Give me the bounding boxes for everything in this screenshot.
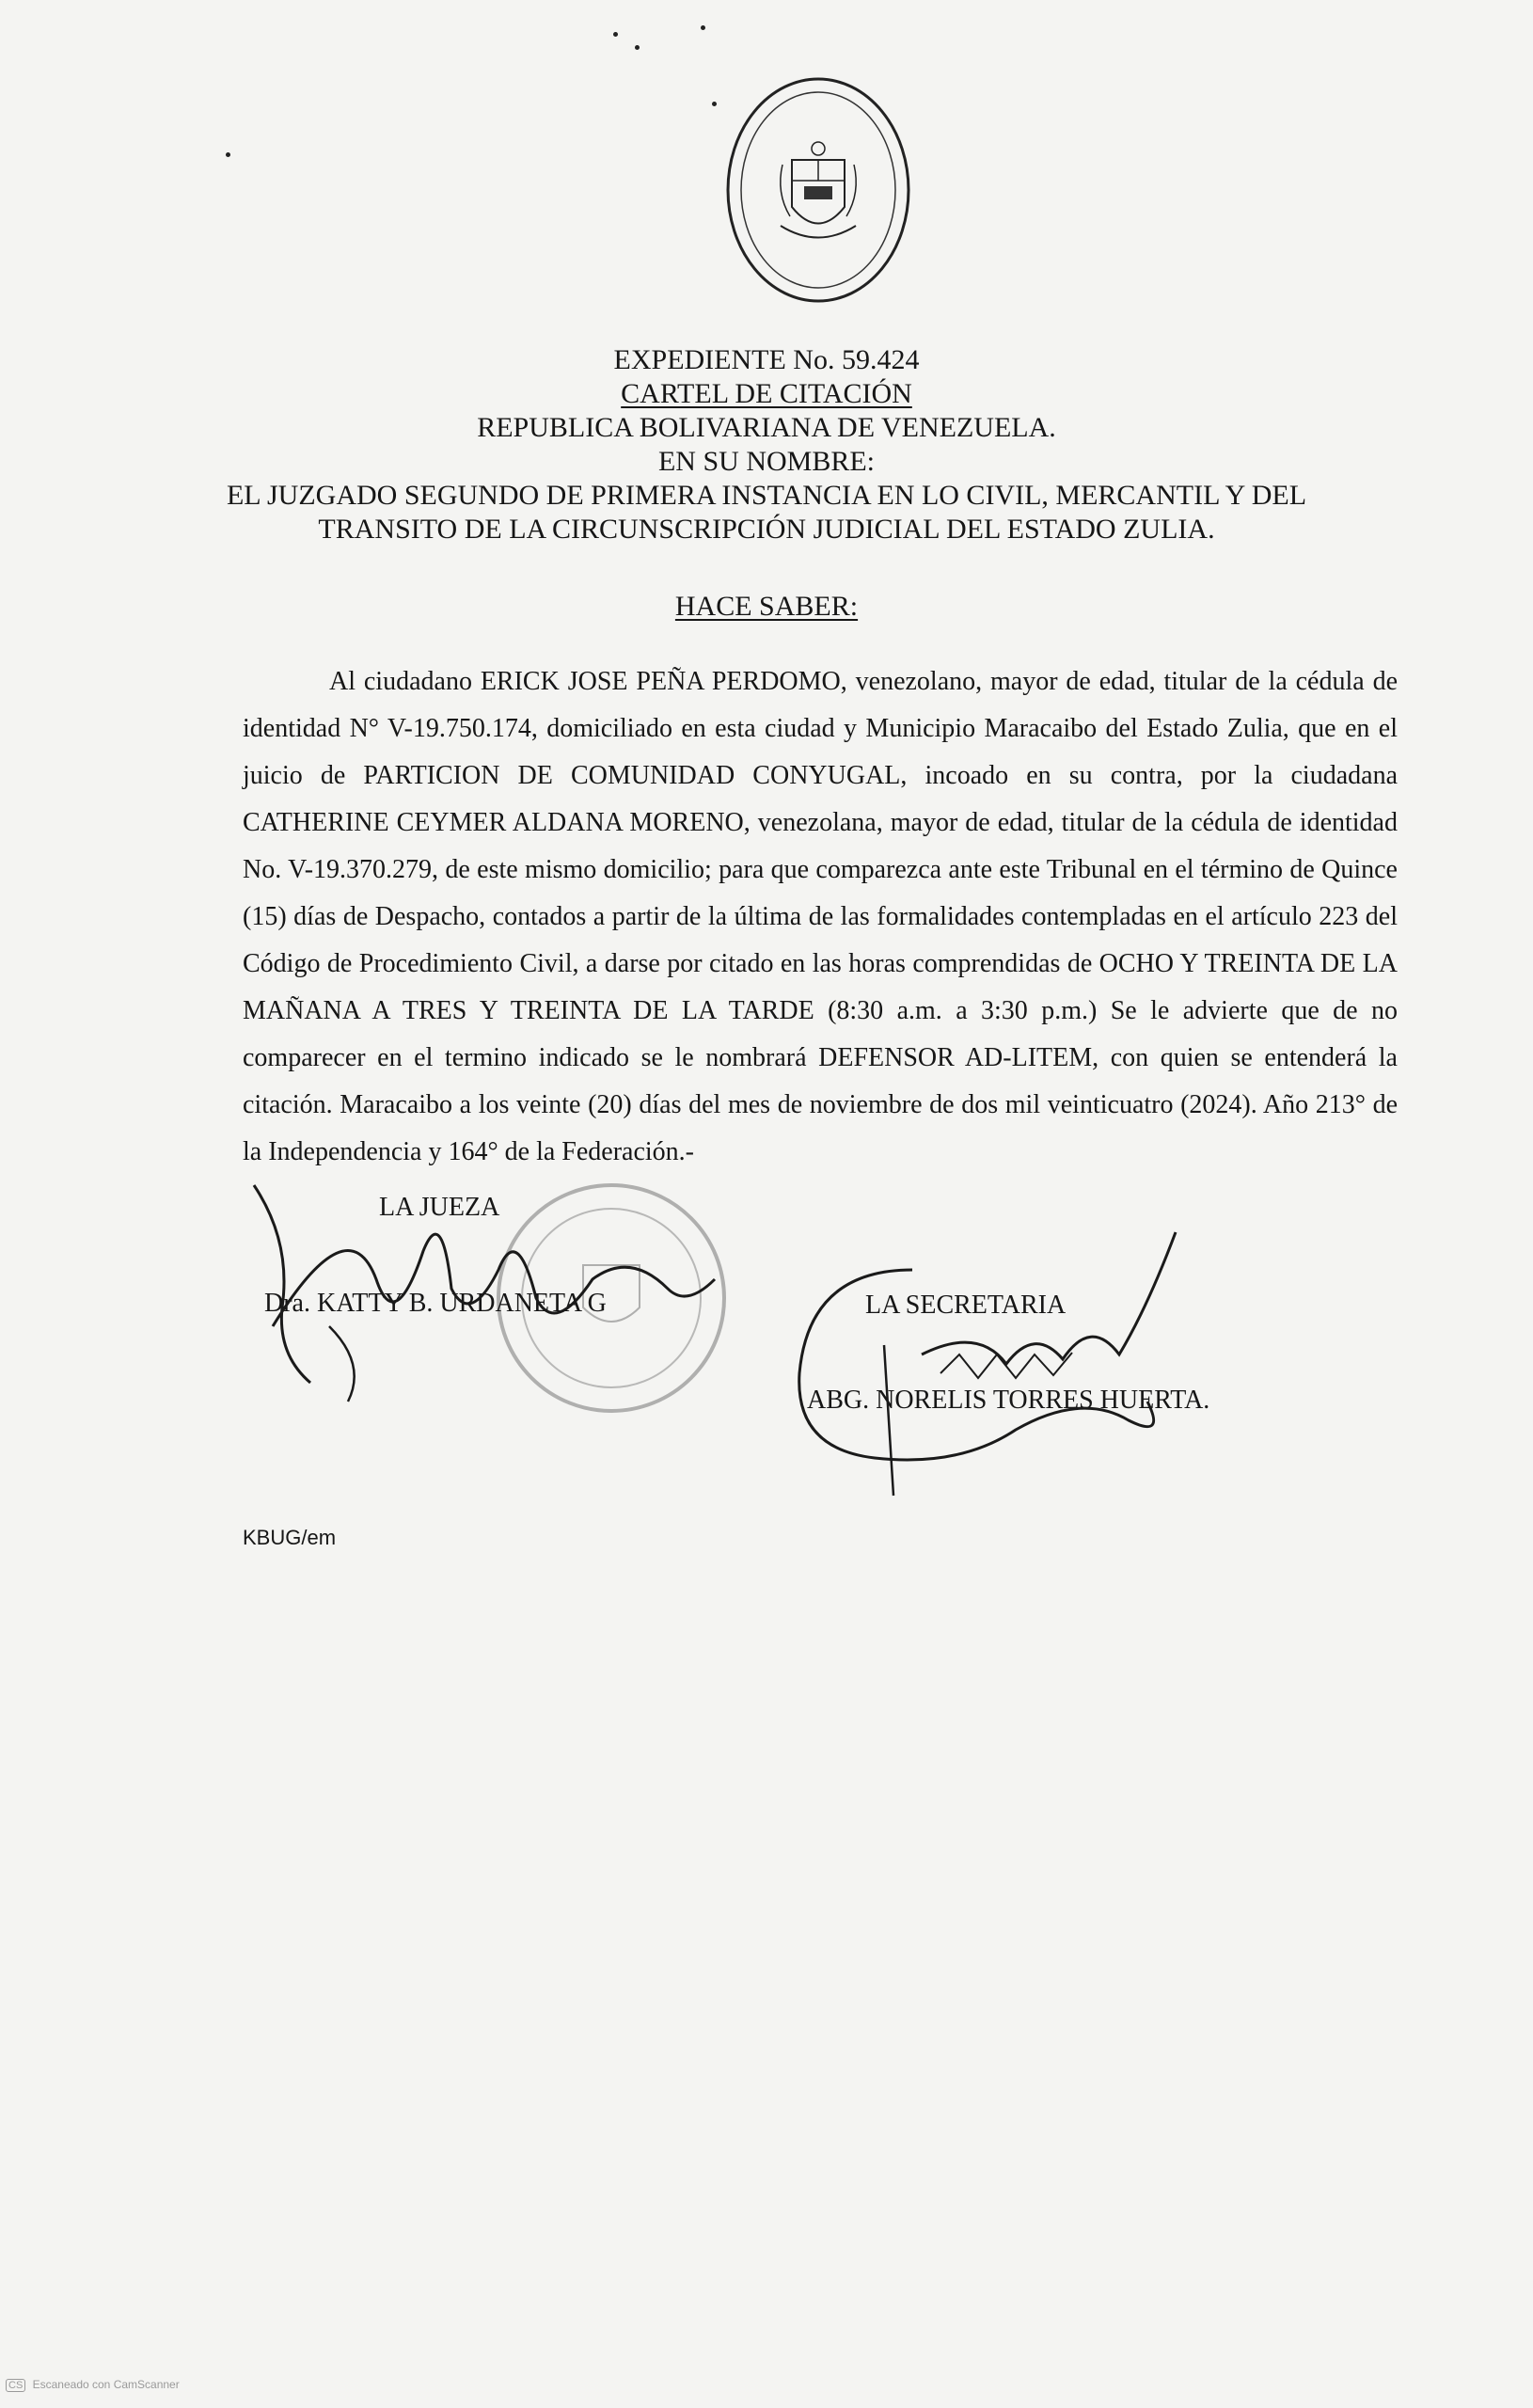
secretary-signature — [771, 1213, 1194, 1514]
judge-signature — [235, 1166, 724, 1411]
judge-name: Dra. KATTY B. URDANETA G — [264, 1289, 607, 1318]
scan-speck — [635, 45, 640, 50]
republic-name: REPUBLICA BOLIVARIANA DE VENEZUELA. — [477, 412, 1056, 443]
scanner-text: Escaneado con CamScanner — [32, 2378, 180, 2391]
reference-initials: KBUG/em — [243, 1526, 337, 1549]
en-su-nombre: EN SU NOMBRE: — [657, 446, 876, 477]
scan-speck — [226, 152, 230, 157]
court-name-line-1: EL JUZGADO SEGUNDO DE PRIMERA INSTANCIA EN LO CIVIL, MERCANTIL Y DEL — [226, 480, 1307, 511]
secretary-name: ABG. NORELIS TORRES HUERTA. — [807, 1386, 1210, 1415]
secretary-title: LA SECRETARIA — [865, 1291, 1067, 1320]
judge-title: LA JUEZA — [379, 1193, 500, 1222]
court-name-line-2: TRANSITO DE LA CIRCUNSCRIPCIÓN JUDICIAL DEL ESTADO ZULIA. — [318, 514, 1215, 545]
expediente-number: EXPEDIENTE No. 59.424 — [613, 344, 920, 375]
hace-saber-heading: HACE SABER: — [674, 591, 859, 622]
scan-speck — [613, 32, 618, 37]
scan-speck — [712, 102, 717, 106]
document-header — [188, 343, 1345, 547]
camscanner-logo: CS — [6, 2379, 25, 2392]
scan-speck — [701, 25, 705, 30]
scanner-watermark — [6, 2378, 180, 2392]
document-title: CARTEL DE CITACIÓN — [621, 378, 912, 409]
official-seal-top — [724, 75, 912, 306]
citation-body: Al ciudadano ERICK JOSE PEÑA PERDOMO, venezolano, mayor de edad, titular de la cédula de identidad N° V-19.750.174, domiciliado en esta ciudad y Municipio Maracaibo del Estado Zulia, que en el juicio de PARTICION DE COMUNIDAD CONYUGAL, incoado en su contra, por la ciudadana CATHERINE CEYMER ALDANA MORENO, venezolana, mayor de edad, titular de la cédula de identidad No. V-19.370.279, de este mismo domicilio; para que comparezca ante este Tribunal en el término de Quince (15) días de Despacho, contados a partir de la última de las formalidades contempladas en el artículo 223 del Código de Procedimiento Civil, a darse por citado en las horas comprendidas de OCHO Y TREINTA DE LA MAÑANA A TRES Y TREINTA DE LA TARDE (8:30 a.m. a 3:30 p.m.) Se le advierte que de no comparecer en el termino indicado se le nombrará DEFENSOR AD-LITEM, con quien se entenderá la citación. Maracaibo a los veinte (20) días del mes de noviembre de dos mil veinticuatro (2024). Año 213° de la Independencia y 164° de la Federación.- — [243, 667, 1398, 1166]
